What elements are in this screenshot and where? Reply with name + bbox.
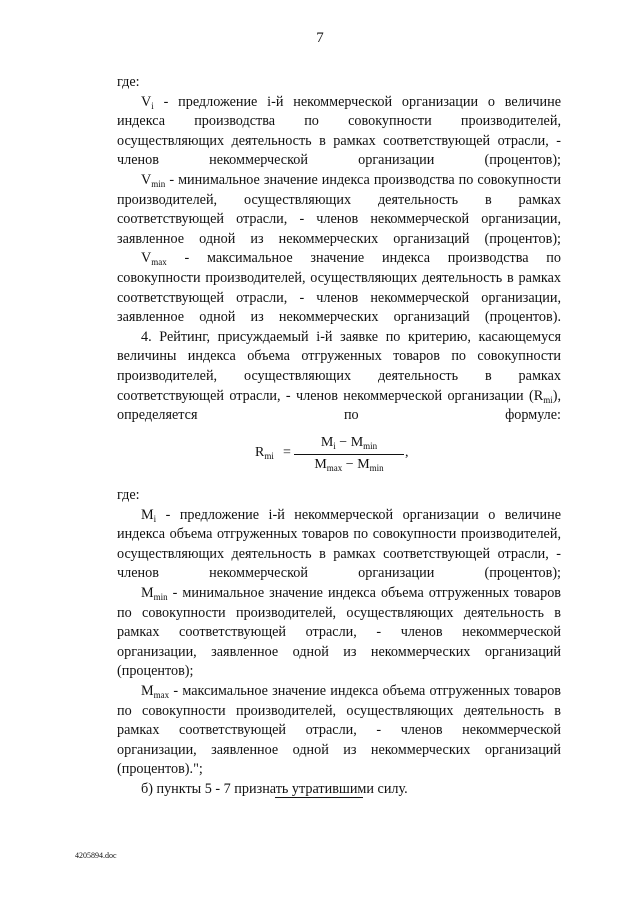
definitions-block-m	[117, 486, 561, 800]
definition-mi: $M_i$ - предложение i-й некоммерческой организации о величине индекса объема отгруженных товаров по совокупности производителей, осуществляющих деятельность в рамках соответствующей отрасли, - членов некоммерческой организации (процентов);	[117, 506, 561, 582]
formula-equals: =	[283, 445, 291, 460]
formula-denominator: $M_{max} - M_{min}$	[314, 457, 384, 473]
document-id: 4205894.doc	[75, 851, 117, 860]
where-label-2: где:	[117, 487, 140, 503]
closing-rule	[275, 797, 363, 798]
formula-fraction	[294, 435, 404, 473]
fraction-bar	[294, 454, 404, 455]
definition-vi: $V_i$ - предложение i-й некоммерческой организации о величине индекса производства по совокупности производителей, осуществляющих деятельность в рамках соответствующей отрасли, - членов некоммерческой организации (процентов);	[117, 93, 561, 169]
definition-mmin: $M_{min}$ - минимальное значение индекса объема отгруженных товаров по совокупности производителей, осуществляющих деятельность в рамках соответствующей отрасли, - членов некоммерческой организации, заявленное одной из некоммерческих организаций (процентов);	[117, 584, 561, 680]
definition-vmin: $V_{min}$ - минимальное значение индекса производства по совокупности производителей, осуществляющих деятельность в рамках соответствующей отрасли, - членов некоммерческой организации, заявленное одной из некоммерческих организаций (процентов);	[117, 171, 561, 247]
item-4-paragraph: 4. Рейтинг, присуждаемый i-й заявке по критерию, касающемуся величины индекса объема отгруженных товаров по совокупности производителей, осуществляющих деятельность в рамках соответствующей отрасли, - членов некоммерческой организации $(R_{mi})$, определяется по формуле:	[117, 328, 561, 424]
page-number: 7	[316, 30, 324, 46]
formula-numerator: $M_i - M_{min}$	[320, 435, 378, 451]
definition-vmax: $V_{max}$ - максимальное значение индекса производства по совокупности производителей, осуществляющих деятельность в рамках соответствующей отрасли, - членов некоммерческой организации, заявленное одной из некоммерческих организаций (процентов).	[117, 250, 561, 326]
formula-comma: ,	[405, 445, 409, 460]
definition-mmax: $M_{max}$ - максимальное значение индекса объема отгруженных товаров по совокупности производителей, осуществляющих деятельность в рамках соответствующей отрасли, - членов некоммерческой организации, заявленное одной из некоммерческих организаций (процентов).";	[117, 682, 561, 778]
definitions-block-v	[117, 73, 561, 426]
item-b-paragraph: б) пункты 5 - 7 признать утратившими силу.	[141, 780, 408, 797]
where-label: где:	[117, 74, 140, 90]
formula-lhs: $R_{mi}$	[255, 445, 274, 461]
